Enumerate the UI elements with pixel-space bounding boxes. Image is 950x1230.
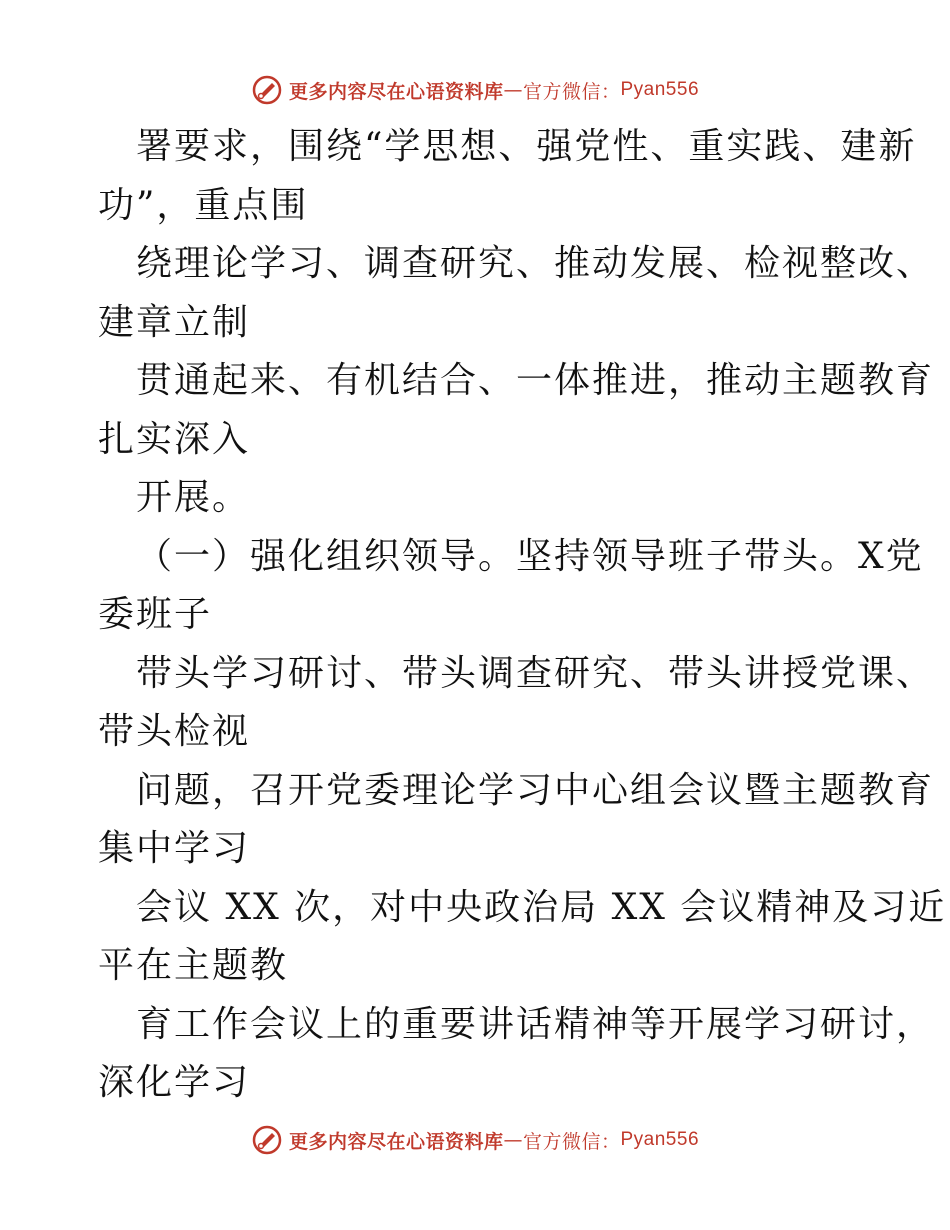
watermark-wechat-id: Pyan556 bbox=[620, 1129, 700, 1150]
watermark-main-text: 更多内容尽在心语资料库 bbox=[288, 80, 504, 103]
text-line: 贯通起来、有机结合、一体推进，推动主题教育 bbox=[136, 360, 935, 401]
watermark-separator: — bbox=[503, 79, 523, 101]
text-line: 委班子 bbox=[98, 594, 213, 635]
text-line: 深化学习 bbox=[98, 1062, 251, 1103]
text-line: 问题，召开党委理论学习中心组会议暨主题教育 bbox=[136, 769, 935, 811]
text-line: 育工作会议上的重要讲话精神等开展学习研讨， bbox=[136, 1003, 935, 1045]
text-line: 会议 XX 次，对中央政治局 XX 会议精神及习近 bbox=[136, 886, 947, 928]
text-line: 带头学习研讨、带头调查研究、带头讲授党课、 bbox=[136, 652, 935, 694]
watermark-sub-text: 官方微信： bbox=[522, 80, 621, 103]
watermark-sub-text: 官方微信： bbox=[522, 1130, 621, 1153]
watermark-wechat-id: Pyan556 bbox=[620, 79, 700, 100]
watermark-main-text: 更多内容尽在心语资料库 bbox=[288, 1130, 504, 1153]
header-watermark bbox=[0, 72, 950, 108]
text-line: 署要求，围绕“学思想、强党性、重实践、建新 bbox=[136, 126, 917, 167]
text-line: 平在主题教 bbox=[98, 945, 289, 986]
text-line: 绕理论学习、调查研究、推动发展、检视整改、 bbox=[136, 243, 935, 284]
document-body bbox=[98, 118, 947, 1113]
watermark-separator: — bbox=[503, 1129, 523, 1151]
text-line: （一）强化组织领导。坚持领导班子带头。X党 bbox=[136, 535, 924, 577]
text-line: 扎实深入 bbox=[98, 418, 251, 460]
footer-watermark bbox=[0, 1122, 950, 1158]
text-line: 开展。 bbox=[136, 477, 251, 518]
watermark-logo-icon bbox=[251, 74, 283, 106]
watermark-logo-icon bbox=[251, 1124, 283, 1156]
text-line: 建章立制 bbox=[98, 301, 251, 343]
text-line: 功”，重点围 bbox=[98, 184, 309, 226]
text-line: 集中学习 bbox=[98, 828, 251, 869]
text-line: 带头检视 bbox=[98, 711, 251, 752]
